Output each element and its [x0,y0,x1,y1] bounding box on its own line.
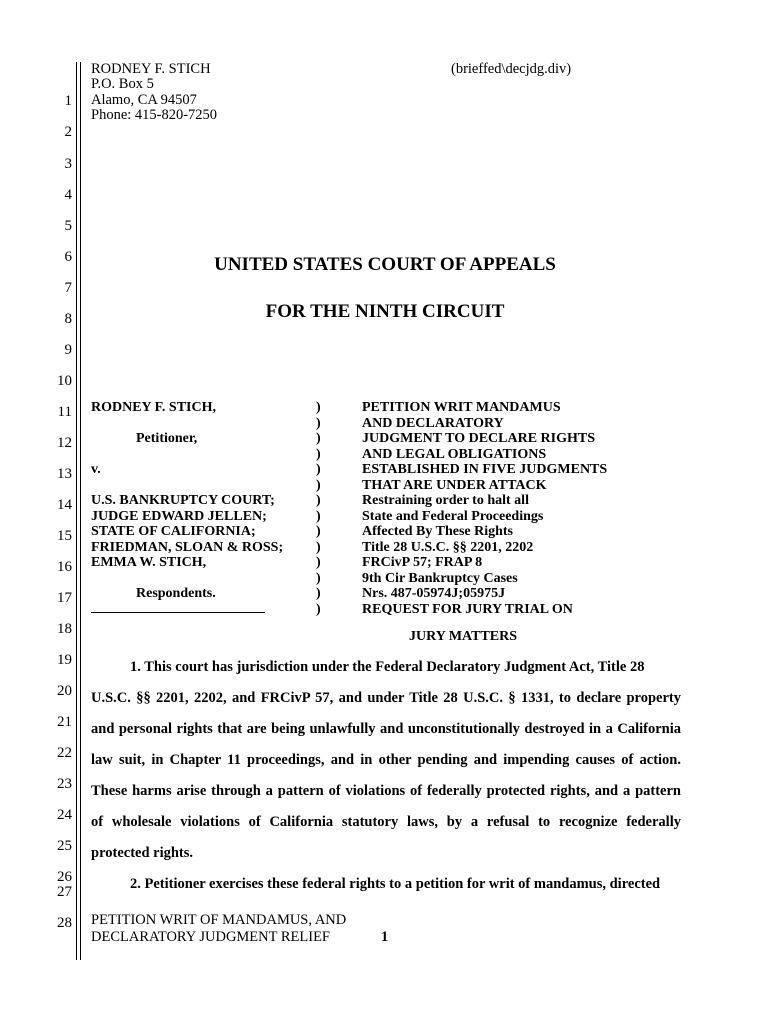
line-number: 11 [57,404,72,420]
court-circuit: FOR THE NINTH CIRCUIT [265,301,505,322]
caption-paren: ) [316,400,321,415]
line-number: 9 [64,342,72,358]
line-number: 24 [57,807,72,823]
caption-paren: ) [316,493,321,508]
file-reference: (brieffed\decjdg.div) [451,61,572,77]
footer-title-line2: DECLARATORY JUDGMENT RELIEF [91,929,330,945]
jury-matters: JURY MATTERS [409,629,518,644]
line-number: 20 [57,683,72,699]
caption-paren: ) [316,586,321,601]
line-number: 15 [57,528,72,544]
respondents-label: Respondents. [136,586,216,601]
paragraph-line: protected rights. [91,845,194,861]
case-title-line: PETITION WRIT MANDAMUS [362,400,561,415]
petitioner-label: Petitioner, [136,431,198,446]
caption-paren: ) [316,415,321,431]
respondent-line: EMMA W. STICH, [91,555,207,570]
case-title-line: Affected By These Rights [362,524,514,539]
line-number: 26 [57,869,72,885]
paragraph-line: law suit, in Chapter 11 proceedings, and in other pending and impending causes of action. [91,752,681,768]
line-number: 17 [57,590,72,606]
paragraph-line: These harms arise through a pattern of violations of federally protected rights, and a pattern [91,783,681,799]
caption-paren: ) [316,539,321,555]
case-title-line: JUDGMENT TO DECLARE RIGHTS [362,431,595,446]
case-title-line: FRCivP 57; FRAP 8 [362,555,483,570]
line-number: 10 [57,373,72,389]
caption-paren: ) [316,570,321,586]
line-number: 19 [57,652,72,668]
case-title-line: AND DECLARATORY [362,415,504,431]
case-title-line: Title 28 U.S.C. §§ 2201, 2202 [362,539,534,555]
case-title-line: Nrs. 487-05974J;05975J [362,586,506,601]
caption-paren: ) [316,446,321,462]
line-number: 6 [64,249,72,265]
case-title-line: ESTABLISHED IN FIVE JUDGMENTS [362,462,608,477]
line-number: 7 [64,280,72,296]
line-number: 21 [57,714,72,730]
paragraph-line: 2. Petitioner exercises these federal rights to a petition for writ of mandamus, directed [130,876,661,892]
margin-rule-outer [76,62,77,960]
court-title: UNITED STATES COURT OF APPEALS [214,254,556,275]
case-title-line: REQUEST FOR JURY TRIAL ON [362,601,573,617]
line-number: 25 [57,838,72,854]
paragraph-line: of wholesale violations of California statutory laws, by a refusal to recognize federally [91,814,681,830]
caption-paren: ) [316,431,321,446]
line-number: 12 [57,435,72,451]
paragraph-line: 1. This court has jurisdiction under the Federal Declaratory Judgment Act, Title 28 [130,659,645,675]
line-number: 13 [57,466,72,482]
case-title-line: 9th Cir Bankruptcy Cases [362,570,518,586]
caption-paren: ) [316,477,321,493]
respondent-line: FRIEDMAN, SLOAN & ROSS; [91,539,284,555]
line-number: 23 [57,776,72,792]
line-number: 18 [57,621,72,637]
line-number: 2 [64,124,72,140]
line-number: 16 [57,559,72,575]
respondent-line: JUDGE EDWARD JELLEN; [91,508,267,524]
attorney-po-box: P.O. Box 5 [91,76,154,92]
line-number: 8 [64,311,72,327]
line-number: 14 [57,497,72,513]
case-title-line: THAT ARE UNDER ATTACK [362,477,547,493]
case-title-line: AND LEGAL OBLIGATIONS [362,446,547,462]
versus: v. [91,462,101,477]
caption-paren: ) [316,462,321,477]
case-title-line: Restraining order to halt all [362,493,529,508]
case-title-line: State and Federal Proceedings [362,508,544,524]
line-number: 28 [57,915,72,931]
line-number: 4 [64,187,72,203]
caption-paren: ) [316,555,321,570]
margin-rule-inner [80,62,81,960]
attorney-name: RODNEY F. STICH [91,61,211,77]
line-number: 5 [64,218,72,234]
page-number: 1 [381,929,389,945]
paragraph-line: U.S.C. §§ 2201, 2202, and FRCivP 57, and under Title 28 U.S.C. § 1331, to declare property [91,690,681,706]
footer-title-line1: PETITION WRIT OF MANDAMUS, AND [91,912,347,928]
petitioner-name: RODNEY F. STICH, [91,400,216,415]
caption-underline [91,612,265,613]
caption-paren: ) [316,508,321,524]
attorney-phone: Phone: 415-820-7250 [91,107,218,123]
line-number: 22 [57,745,72,761]
line-number: 3 [64,156,72,172]
paragraph-line: and personal rights that are being unlawfully and unconstitutionally destroyed in a California [91,721,681,737]
caption-paren: ) [316,601,321,617]
respondent-line: STATE OF CALIFORNIA; [91,524,256,539]
caption-paren: ) [316,524,321,539]
line-number: 27 [57,884,72,900]
line-number: 1 [64,93,72,109]
respondent-line: U.S. BANKRUPTCY COURT; [91,493,275,508]
attorney-city: Alamo, CA 94507 [91,92,197,108]
